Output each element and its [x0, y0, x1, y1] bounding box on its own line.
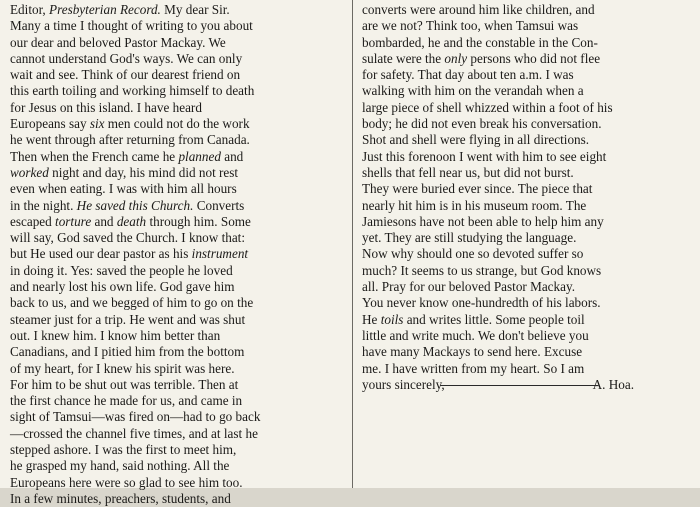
- text-line: Canadians, and I pitied him from the bottom: [10, 344, 245, 360]
- end-rule: [440, 385, 598, 386]
- text-line: Europeans say six men could not do the work: [10, 116, 250, 132]
- text-line: back to us, and we begged of him to go on the: [10, 295, 254, 311]
- text-line: but He used our dear pastor as his instrument: [10, 246, 249, 262]
- text-line: even when eating. I was with him all hours: [10, 181, 237, 197]
- text-line: Just this forenoon I went with him to see eight: [362, 148, 607, 164]
- text-line: much? It seems to us strange, but God knows: [362, 262, 602, 278]
- text-line: stepped ashore. I was the first to meet him,: [10, 442, 237, 458]
- text-line: body; he did not even break his conversation.: [362, 116, 602, 132]
- text-line: Europeans here were so glad to see him too.: [10, 474, 243, 490]
- text-line: wait and see. Think of our dearest friend on: [10, 67, 241, 83]
- text-line: in the night. He saved this Church. Converts: [10, 197, 245, 213]
- text-line: Now why should one so devoted suffer so: [362, 246, 584, 262]
- text-line: the first chance he made for us, and came in: [10, 393, 243, 409]
- text-line: He toils and writes little. Some people toil: [362, 311, 585, 327]
- text-line: Many a time I thought of writing to you about: [10, 18, 253, 34]
- text-line: You never know one-hundredth of his labors.: [362, 295, 601, 311]
- text-line: Shot and shell were flying in all directions.: [362, 132, 590, 148]
- text-line: walking with him on the verandah when a: [362, 83, 584, 99]
- text-line: will say, God saved the Church. I know that:: [10, 230, 246, 246]
- text-line: bombarded, he and the constable in the Con-: [362, 34, 598, 50]
- text-line: cannot understand God's ways. We can only: [10, 50, 243, 66]
- text-line: little and write much. We don't believe you: [362, 327, 589, 343]
- text-line: and nearly lost his own life. God gave him: [10, 279, 235, 295]
- text-line: For him to be shut out was terrible. Then at: [10, 376, 239, 392]
- text-line: this earth toiling and working himself to death: [10, 83, 255, 99]
- text-line: Then when the French came he planned and: [10, 148, 244, 164]
- signature: A. Hoa.: [592, 376, 634, 392]
- text-line: worked night and day, his mind did not rest: [10, 164, 239, 180]
- text-line: for safety. That day about ten a.m. I was: [362, 67, 574, 83]
- text-line: yet. They are still studying the language.: [362, 230, 577, 246]
- text-line: large piece of shell whizzed within a foot of his: [362, 99, 613, 115]
- text-line: shells that fell near us, but did not burst.: [362, 164, 574, 180]
- text-line: converts were around him like children, and: [362, 2, 595, 17]
- text-line: me. I have written from my heart. So I am: [362, 360, 585, 376]
- left-column: [10, 2, 346, 507]
- text-line: sight of Tamsui—was fired on—had to go back: [10, 409, 261, 425]
- text-line: are we not? Think too, when Tamsui was: [362, 18, 579, 34]
- text-line: have many Mackays to send here. Excuse: [362, 344, 583, 360]
- text-line: he went through after returning from Canada.: [10, 132, 250, 148]
- text-line: steamer just for a trip. He went and was shut: [10, 311, 246, 327]
- text-line: of my heart, for I knew his spirit was here.: [10, 360, 235, 376]
- text-line: Jamiesons have not been able to help him any: [362, 213, 604, 229]
- text-line: sulate were the only persons who did not flee: [362, 50, 601, 66]
- text-line: our dear and beloved Pastor Mackay. We: [10, 34, 226, 50]
- text-line: escaped torture and death through him. Some: [10, 213, 251, 229]
- text-line: out. I knew him. I know him better than: [10, 327, 221, 343]
- text-line: —crossed the channel five times, and at last he: [10, 425, 258, 441]
- closing-text: yours sincerely,: [362, 376, 445, 392]
- text-line: nearly hit him is in his museum room. The: [362, 197, 587, 213]
- text-line: all. Pray for our beloved Pastor Mackay.: [362, 279, 576, 295]
- publication-title: Presbyterian Record.: [49, 2, 161, 17]
- text-line: for Jesus on this island. I have heard: [10, 99, 202, 115]
- text-line: he grasped my hand, said nothing. All the: [10, 458, 230, 474]
- column-divider: [352, 0, 353, 488]
- text-line: In a few minutes, preachers, students, and: [10, 490, 231, 506]
- text-line: They were buried ever since. The piece that: [362, 181, 593, 197]
- right-column: [362, 2, 694, 393]
- text-line: in doing it. Yes: saved the people he loved: [10, 262, 233, 278]
- text-line: Editor, Presbyterian Record. My dear Sir.: [10, 2, 230, 17]
